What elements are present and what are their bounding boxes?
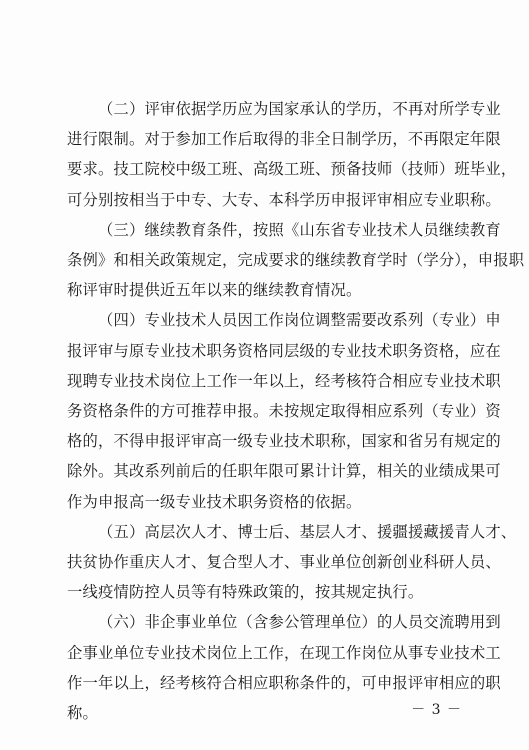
text-line: 可分别按相当于中专、大专、本科学历申报评审相应专业职称。 [67,190,501,209]
text-line: 要求。技工院校中级工班、高级工班、预备技师（技师）班毕业， [67,160,517,179]
paragraph-6 [67,607,501,728]
paragraph-2 [67,94,517,215]
text-line: 除外。其改系列前后的任职年限可累计计算，相关的业绩成果可 [67,462,501,481]
text-line: 称。 [67,704,98,723]
text-line: 现聘专业技术岗位上工作一年以上，经考核符合相应专业技术职 [67,371,501,390]
paragraph-4 [67,305,501,516]
text-line: （五）高层次人才、博士后、基层人才、援疆援藏援青人才、 [98,522,517,541]
text-line: 作为申报高一级专业技术职务资格的依据。 [67,492,362,511]
text-line: 扶贫协作重庆人才、复合型人才、事业单位创新创业科研人员、 [67,553,501,572]
paragraph-5 [67,517,517,608]
text-line: 务资格条件的方可推荐申报。未按规定取得相应系列（专业）资 [67,402,501,421]
text-line: （六）非企事业单位（含参公管理单位）的人员交流聘用到 [98,613,501,632]
page-number: － 3 － [411,702,462,718]
text-line: 报评审与原专业技术职务资格同层级的专业技术职务资格，应在 [67,341,501,360]
text-line: （二）评审依据学历应为国家承认的学历，不再对所学专业 [98,100,501,118]
text-line: 一线疫情防控人员等有特殊政策的，按其规定执行。 [67,583,424,602]
paragraph-3 [67,215,525,306]
text-line: 格的，不得申报评审高一级专业技术职称，国家和省另有规定的 [67,432,501,451]
text-line: 称评审时提供近五年以来的继续教育情况。 [67,281,362,300]
text-line: 作一年以上，经考核符合相应职称条件的，可申报评审相应的职 [67,673,501,692]
text-line: （四）专业技术人员因工作岗位调整需要改系列（专业）申 [98,311,501,330]
text-line: （三）继续教育条件，按照《山东省专业技术人员继续教育 [98,220,501,239]
document-body [67,94,525,728]
text-line: 条例》和相关政策规定，完成要求的继续教育学时（学分），申报职 [67,251,525,270]
text-line: 企事业单位专业技术岗位上工作，在现工作岗位从事专业技术工 [67,643,501,662]
text-line: 进行限制。对于参加工作后取得的非全日制学历，不再限定年限 [67,130,501,149]
